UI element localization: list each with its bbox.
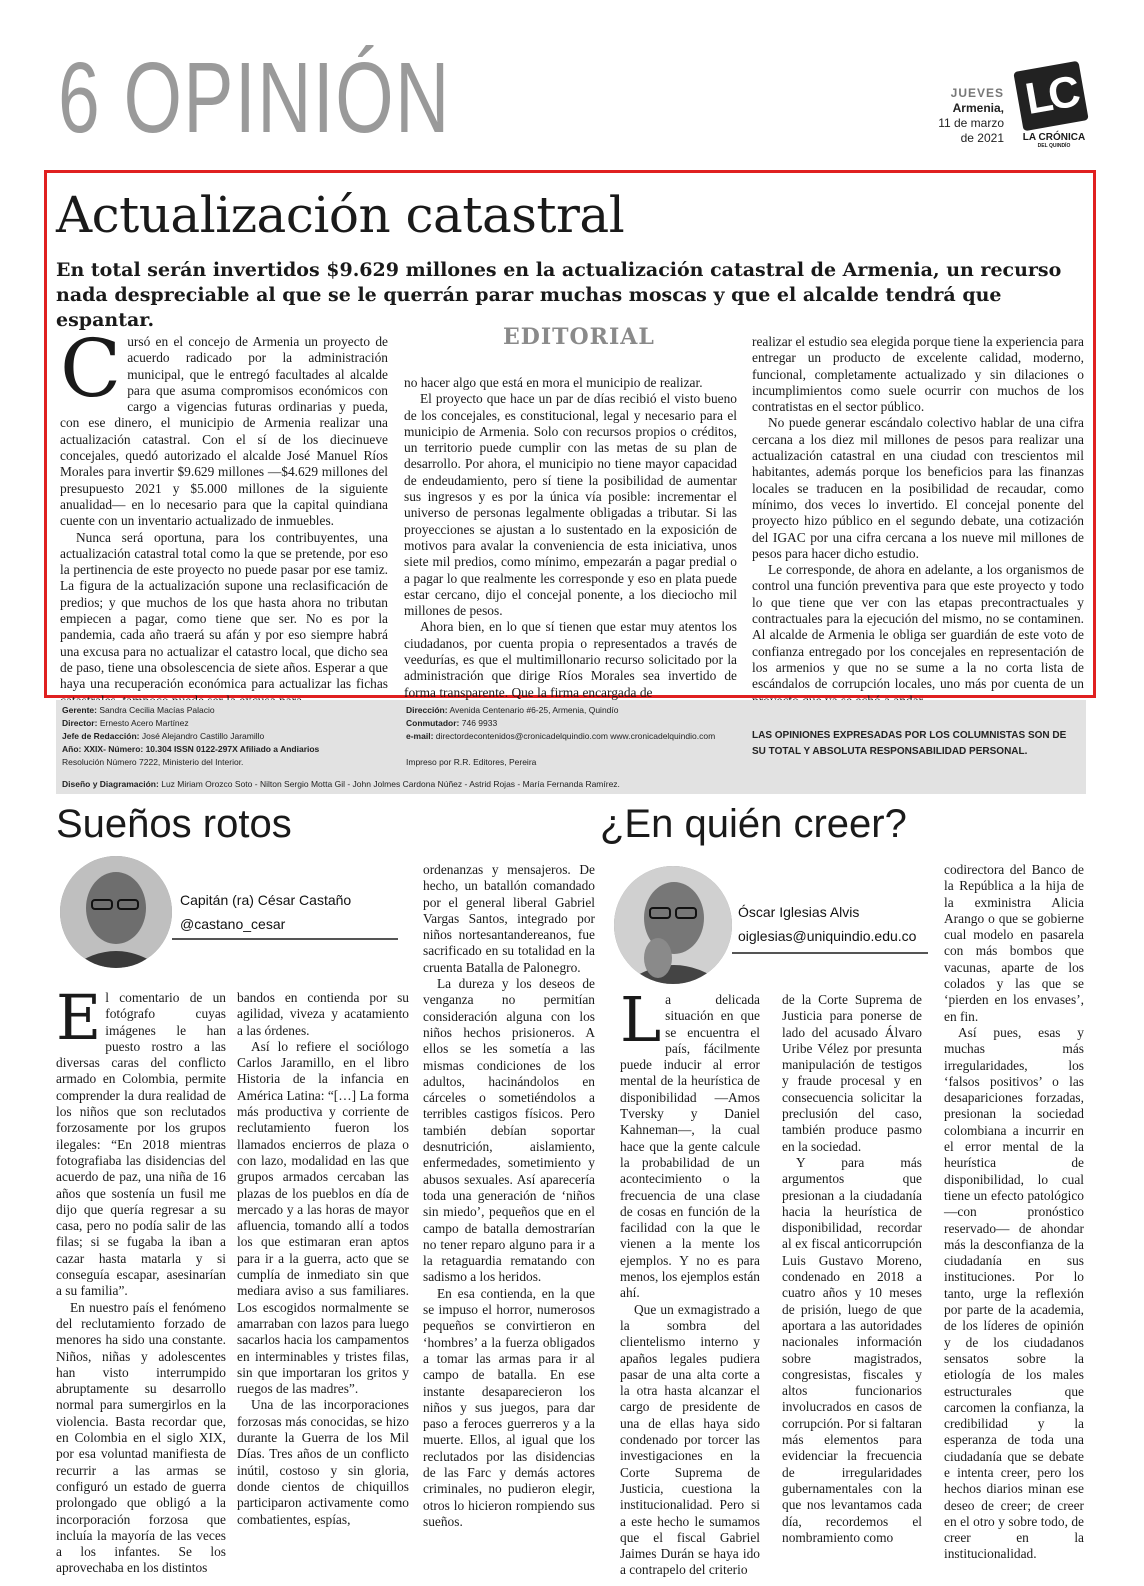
dropcap: C: [60, 322, 122, 415]
date-line-1: 11 de marzo: [938, 116, 1004, 130]
editorial-paragraph: Cursó en el concejo de Armenia un proyecto de acuerdo radicado por la administración municipal, que le entregó facultades al alcalde para que asuma compromisos económicos con cargo a vigencias futuras ordinarias y pueda, con ese dinero, el municipio de Armenia realizar una actualización catastral. Con el sí de los diecinueve concejales, quedó autorizado el alcalde José Manuel Ríos Morales para invertir $9.629 millones —$4.629 millones del presupuesto 2021 y $5.000 millones de la siguiente anualidad— en lo necesario para que la capital quindiana cuente con un inventario actualizado de inmuebles.: [60, 322, 388, 529]
email-link[interactable]: directordecontenidos@cronicadelquindio.com www.cronicadelquindio.com: [435, 731, 716, 741]
section-title: OPINIÓN: [123, 42, 451, 154]
weekday: JUEVES: [950, 86, 1004, 100]
column-text-3: codirectora del Banco de la República a la hija de la exministra Alicia Arango o que se gobierne cual modelo en pasarela con más bombos que vacunas, aparte de los colados y las que se ‘pierden en los envases’, en fin. Así pues, esas y muchas más irregularidades, los ‘falsos positivos’ o las desapariciones forzadas, presionan la sociedad colombiana a incurrir en el error mental de la heurística de disponibilidad, lo cual tiene un efecto patológico —con pronóstico reservado— de ahondar más la desconfianza de la ciudadanía en sus instituciones. Por lo tanto, urge la reflexión por parte de la academia, de los líderes de opinión y de los ciudadanos sensatos sobre la etiología de los males estructurales que carcomen la confianza, la credibilidad y la esperanza de toda una ciudadanía que se debate e intenta creer, pero los hechos diarios minan ese deseo de creer; de creer en el otro y sobre todo, de creer en la institucionalidad.: [944, 862, 1084, 1562]
editorial-paragraph: realizar el estudio sea elegida porque tiene la experiencia para entregar un producto de excelente calidad, moderno, funcional, completamente actualizado y sin dilaciones o incumplimientos como suele ocurrir con muchos de los contratistas en el sector público.: [752, 334, 1084, 415]
column-title: ¿En quién creer?: [600, 802, 907, 846]
masthead-staff: Gerente: Sandra Cecilia Macías Palacio Director: Ernesto Acero Martínez Jefe de Redacción: José Alejandro Castillo Jaramillo Año: XXIX- Número: 10.304 ISSN 0122-297X Afiliado a Andiarios Resolución Número 7222, Ministerio del Interior.: [62, 705, 320, 767]
author-photo: [60, 856, 172, 968]
author-name: Óscar Iglesias Alvis: [738, 904, 860, 920]
author-photo: [614, 866, 732, 984]
editorial-title: Actualización catastral: [56, 186, 625, 244]
logo-letters: LC: [1021, 66, 1081, 125]
editorial-label: EDITORIAL: [503, 324, 655, 350]
masthead-contact: Dirección: Avenida Centenario #6-25, Armenia, Quindío Conmutador: 746 9933 e-mail: directordecontenidos@cronicadelquindio.com www.cronicadelquindio.com Impreso por R.R. Editores, Pereira: [406, 705, 716, 767]
editorial-column-2: [404, 375, 737, 701]
editorial-paragraph: No puede generar escándalo colectivo hablar de una cifra cercana a los diez mil millones de pesos para realizar una actualización catastral en una ciudad con trescientos mil habitantes, además porque los beneficios para las finanzas locales se traducen en la posibilidad de recaudar, como mínimo, dos veces lo invertido. El concejal ponente del proyecto hizo público en el segundo debate, una cotización del IGAC por una cifra cercana a los nueve mil millones de pesos para hacer dicho estudio.: [752, 415, 1084, 561]
disclaimer-note: LAS OPINIONES EXPRESADAS POR LOS COLUMNISTAS SON DE SU TOTAL Y ABSOLUTA RESPONSABILIDAD PERSONAL.: [752, 730, 1067, 757]
editorial-paragraph: Ahora bien, en lo que sí tienen que estar muy atentos los ciudadanos, por cuenta propia o representados a través de veedurías, es que el multimillonario recurso solicitado por la administración que dirige Ríos Morales sea invertido de forma transparente. Que la firma encargada de: [404, 619, 737, 700]
editorial-paragraph: El proyecto que hace un par de días recibió el visto bueno de los concejales, es constitucional, legal y necesario para el municipio de Armenia. Solo con recursos propios o créditos, un territorio puede cumplir con las metas de su plan de desarrollo. Por ahora, el municipio no tiene mayor capacidad de endeudamiento, pero sí tiene la posibilidad de aumentar sus ingresos y es por la única vía posible: incrementar el universo de personas legalmente obligadas a tributar. Si las proyecciones se ajustan a lo sustentado en la exposición de motivos para avalar la conveniencia de esta iniciativa, unos siete mil predios, como mínimo, empezarán a pagar predial o a pagar lo que realmente les corresponde y eso en plata puede estar cercano, dijo el concejal ponente, a los dieciocho mil millones de pesos.: [404, 391, 737, 619]
column-title: Sueños rotos: [56, 802, 292, 846]
dropcap: E: [56, 981, 102, 1054]
author-divider: [172, 938, 398, 940]
column-text-2: de la Corte Suprema de Justicia para ponerse de lado del acusado Álvaro Uribe Vélez por presunta manipulación de testigos y fraude procesal y en consecuencia solicitar la preclusión del caso, también produce pasmo en la sociedad. Y para más argumentos que presionan a la ciudadanía hacia la heurística de disponibilidad, recordar al ex fiscal anticorrupción Luis Gustavo Moreno, condenado en 2018 a cuatro años y 10 meses de prisión, luego de que aportara a las autoridades nacionales información sobre magistrados, congresistas, fiscales y altos funcionarios involucrados en casos de corrupción. Por si faltaran más elementos para evidenciar la frecuencia de irregularidades gubernamentales con la que nos levantamos cada día, recordemos el nombramiento como: [782, 992, 922, 1545]
column-text-2: bandos en contienda por su agilidad, viveza y acatamiento a las órdenes. Así lo refiere el sociólogo Carlos Jaramillo, en el libro Historia de la infancia en América Latina: “[…] La forma más productiva y corriente de reclutamiento fueron los llamados encierros de plaza o con lazo, modalidad en las que grupos armados cercaban las plazas de los pueblos en día de mercado y a las horas de mayor afluencia, tomando allí a todos los que estimaran eran aptos para ir a la guerra, acto que se cumplía de inmediato sin que mediara aviso a sus familiares. Los escogidos normalmente se amarraban con lazos para luego sacarlos hacia los campamentos en interminables y tristes filas, sin que importaran los gritos y ruegos de las madres”. Una de las incorporaciones forzosas más conocidas, se hizo durante la Guerra de los Mil Días. Tres años de un conflicto inútil, costoso y sin gloria, donde cientos de chiquillos participaron activamente como combatientes, espías,: [237, 990, 409, 1527]
masthead: [56, 700, 1086, 794]
editorial-column-3: [752, 334, 1084, 709]
editorial-lead: En total serán invertidos $9.629 millones en la actualización catastral de Armenia, un recurso nada despreciable al que se le querrán parar muchas moscas y que el alcalde tendrá que espantar.: [56, 259, 1062, 331]
author-divider: [732, 952, 928, 954]
date-block: [938, 86, 1004, 146]
logo-title: LA CRÓNICA: [1022, 132, 1086, 143]
design-credits: Diseño y Diagramación: Luz Miriam Orozco Soto - Nilton Sergio Motta Gil - John Jolmes Cardona Núñez - Astrid Rojas - María Fernanda Ramírez.: [62, 779, 620, 789]
author-info: [180, 888, 351, 936]
newspaper-logo: [1013, 61, 1088, 132]
author-info: [738, 900, 916, 948]
author-name: Capitán (ra) César Castaño: [180, 892, 352, 908]
editorial-paragraph: Nunca será oportuna, para los contribuyentes, una actualización catastral total como la que se pretende, por eso la pertinencia de este proyecto no puede pasar por ese tamiz. La figura de la actualización supone una reclasificación de predios; y que muchos de los que hasta ahora no tributan empiecen a pagar, como tiene que ser. No es por la pandemia, cada año traerá su afán y por eso siempre habrá una excusa para no actualizar el catastro local, que dicho sea de paso, tiene una obsolescencia de siete años. Esperar a que haya una recuperación económica para actualizar las fichas: [60, 529, 388, 692]
date-line-2: de 2021: [960, 131, 1004, 145]
author-email[interactable]: oiglesias@uniquindio.edu.co: [738, 928, 917, 944]
author-handle[interactable]: @castano_cesar: [180, 916, 286, 932]
city: Armenia,: [952, 101, 1004, 115]
editorial-paragraph: Le corresponde, de ahora en adelante, a los organismos de control una función preventiva para que este proyecto y todo lo que tiene que ver con las etapas precontractuales y contractuales para la ejecución del mismo, no se contaminen. Al alcalde de Armenia le obliga ser guardián de este voto de confianza entregado por los concejales en representación de los armenios y que no se sume a la no corta lista de escándalos de corrupción locales, uno más por cuenta de un: [752, 562, 1084, 692]
column-text-1: El comentario de un fotógrafo cuyas imágenes le han puesto rostro a las diversas caras del conflicto armado en Colombia, permite comprender la dura realidad de los niños que son reclutados forzosamente por los grupos ilegales: “En 2018 mientras fotografiaba las disidencias del acuerdo de paz, una niña de 16 años que sostenía un fusil me dijo que quería regresar a su casa, pero no podía salir de las filas; si se fugaba la iban a cazar hasta matarla y si conseguía escapar, asesinarían a su familia”. En nuestro país el fenómeno del reclutamiento forzado de menores ha sido una constante. Niños, niñas y adolescentes han visto interrumpido abruptamente su desarrollo normal para sumergirlos en la violencia. Basta recordar que, en Colombia en el siglo XIX, por esa voluntad manifiesta de recurrir a las armas se configuró un estado de guerra prolongado que obligó a la incorporación forzosa que incluía la mayoría de las veces a los infantes. Se los aprovechaba en los distintos: [56, 981, 226, 1576]
page-number: 6: [58, 42, 102, 154]
dropcap: L: [620, 983, 662, 1056]
editorial-paragraph: no hacer algo que está en mora el municipio de realizar.: [404, 375, 703, 390]
page-header: [58, 42, 451, 154]
logo-subtitle: DEL QUINDÍO: [1037, 143, 1071, 149]
column-text-1: La delicada situación en que se encuentra el país, fácilmente puede inducir al error mental de la heurística de disponibilidad —Amos Tversky y Daniel Kahneman—, la cual hace que la gente calcule la probabilidad de un acontecimiento o la frecuencia de una clase de cosas en función de la facilidad con la que le vienen a la mente los ejemplos. Y no es para menos, los ejemplos están ahí. Que un exmagistrado a la sombra del clientelismo interno y apaños legales pudiera pasar de una alta corte a la otra hasta alcanzar el cargo de presidente de una de ellas haya sido condenado por torcer las investigaciones en la Corte Suprema de Justicia, cuestiona la institucionalidad. Pero si a este hecho le sumamos que el fiscal Gabriel Jaimes Durán se haya ido a contrapelo del criterio: [620, 983, 760, 1578]
column-text-3: ordenanzas y mensajeros. De hecho, un batallón comandado por el general liberal Gabriel Vargas Santos, integrado por niños nortesantandereanos, fue sacrificado en su totalidad en la cruenta Batalla de Palonegro. La dureza y los deseos de venganza no permitían consideración alguna con los niños hechos prisioneros. A ellos se les sometía a las mismas condiciones de los adultos, hacinándolos en cárceles o sometiéndolos a terribles castigos físicos. Pero también debían soportar desnutrición, aislamiento, enfermedades, sometimiento y abusos sexuales. Así aparecería toda una generación de ‘niños sin miedo’, pequeños que en el campo de batalla demostrarían no tener reparo alguno para ir a la retaguardia rematando con sadismo a los heridos. En esa contienda, en la que se impuso el horror, numerosos pequeños se convirtieron en ‘hombres’ a la fuerza obligados a tomar las armas para ir al campo de batalla. En ese instante desaparecieron los niños y sus juegos, para dar paso a feroces guerreros y a la muerte. Ellos, al igual que los reclutados por las disidencias de las Farc y demás actores criminales, no pudieron elegir, otros lo hicieron rompiendo sus sueños.: [423, 862, 595, 1529]
editorial-column-1: [60, 322, 388, 709]
logo-name: [1014, 132, 1094, 149]
